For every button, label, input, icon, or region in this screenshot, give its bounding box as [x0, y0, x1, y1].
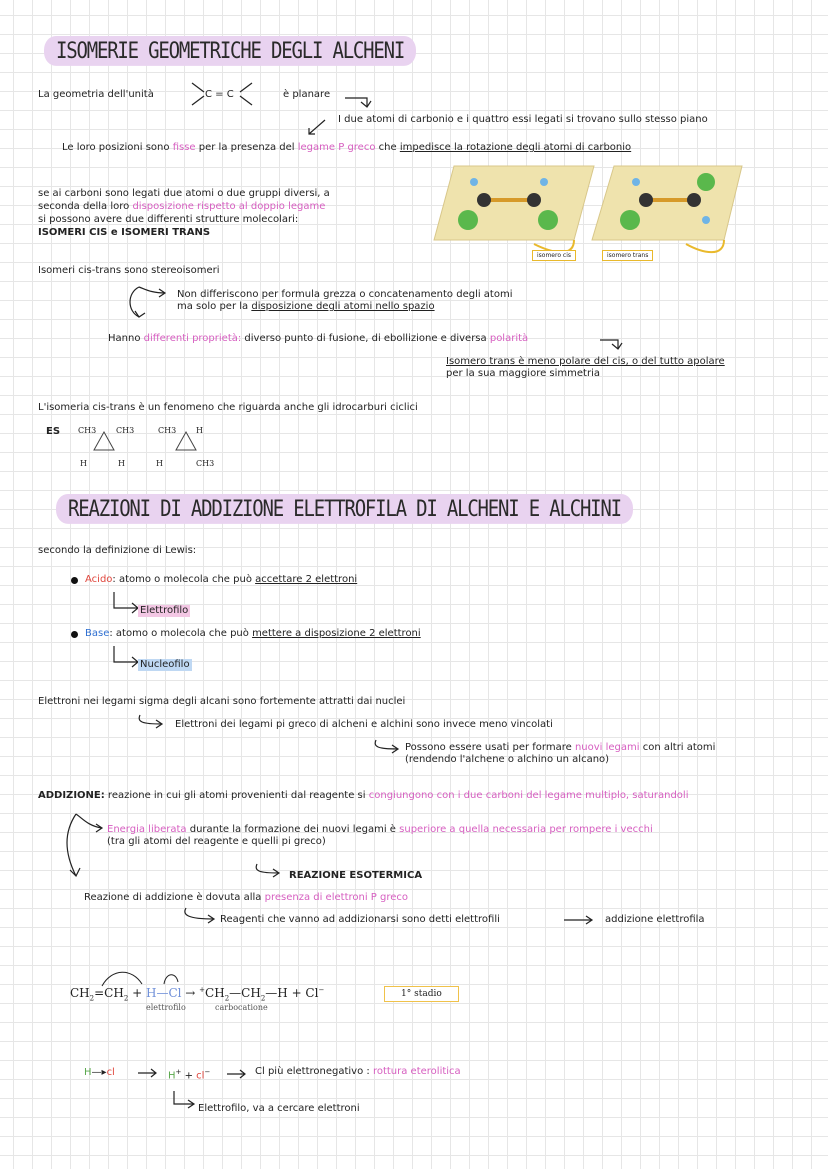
reaction-equation: $CH_2=CH_2$ + H—Cl → $^+CH_2—CH_2—H + Cl^-$ [70, 986, 325, 1003]
electrophile-seek-text: Elettrofilo, va a cercare elettroni [198, 1103, 360, 1114]
trans-label: isomero trans [602, 250, 653, 261]
used-arrow-icon [370, 739, 404, 755]
exothermic-label: REAZIONE ESOTERMICA [289, 870, 423, 881]
es-label: ES [46, 426, 61, 437]
pi-arrow-icon [134, 714, 168, 730]
planar-text: è planare [283, 89, 331, 100]
electroneg-arrow-icon [225, 1068, 251, 1080]
cyclic-text: L'isomeria cis-trans è un fenomeno che riguarda anche gli idrocarburi ciclici [38, 402, 418, 413]
energy-text: Energia liberata durante la formazione dei nuovi legami è superiore a quella necessaria per rompere i vecchi (tra gli atomi del reagente e quelli pi greco) [107, 824, 653, 847]
electrophile-label: Elettrofilo [140, 605, 189, 616]
reagents-text: Reagenti che vanno ad addizionarsi sono detti elettrofili [220, 914, 500, 925]
used-text: Possono essere usati per formare nuovi legami con altri atomi (rendendo l'alchene o alchino un alcano) [405, 742, 716, 765]
not-different-text: Non differiscono per formula grezza o concatenamento degli atomi ma solo per la disposizione degli atomi nello spazio [177, 289, 513, 312]
carbocatione-caption: carbocatione [215, 1003, 268, 1012]
planar-note: I due atomi di carbonio e i quattro essi legati si trovano sullo stesso piano [338, 114, 708, 125]
first-stage-box: 1° stadio [384, 986, 459, 1002]
ring1-h-b: H [118, 459, 125, 468]
polarity-arrow-icon [598, 336, 626, 352]
electrofilo-caption: elettrofilo [146, 1003, 186, 1012]
ring2-h-a: H [196, 426, 203, 435]
sigma-text: Elettroni nei legami sigma degli alcani sono fortemente attratti dai nuclei [38, 696, 406, 707]
cis-trans-molecules-figure [424, 162, 744, 267]
electrophilic-addition-label: addizione elettrofila [605, 914, 705, 925]
geometry-label: La geometria dell'unità [38, 89, 154, 100]
ring2-h-b: H [156, 459, 163, 468]
acid-definition: Acido: atomo o molecola che può accettare 2 elettroni [85, 574, 358, 585]
base-bullet [71, 631, 78, 638]
hcl-bond: H—▸cl [84, 1067, 115, 1078]
ring2-ch3-a: CH3 [158, 426, 177, 435]
properties-text: Hanno differenti proprietà: diverso punto di fusione, di ebollizione e diversa polarità [108, 333, 529, 344]
ring2-ch3-b: CH3 [196, 459, 215, 468]
due-to-text: Reazione di addizione è dovuta alla presenza di elettroni P greco [84, 892, 409, 903]
seek-arrow-icon [170, 1090, 200, 1110]
nucleophile-label: Nucleofilo [140, 659, 190, 670]
pi-text: Elettroni dei legami pi greco di alcheni e alchini sono invece meno vincolati [175, 719, 553, 730]
different-groups-text: se ai carboni sono legati due atomi o due gruppi diversi, a seconda della loro disposizione rispetto al doppio legame si possono avere due differenti strutture molecolari: ISOMERI CIS e ISOMERI TRANS [38, 188, 330, 238]
ions: H+ + cl− [168, 1068, 211, 1082]
fixed-arrow-icon [303, 118, 331, 138]
reagents-arrow-icon [180, 907, 220, 925]
stereoisomers-text: Isomeri cis-trans sono stereoisomeri [38, 265, 220, 276]
lewis-text: secondo la definizione di Lewis: [38, 545, 197, 556]
trans-polarity-text: Isomero trans è meno polare del cis, o del tutto apolare per la sua maggiore simmetria [446, 356, 725, 379]
fixed-positions-line: Le loro posizioni sono fisse per la presenza del legame P greco che impedisce la rotazione degli atomi di carbonio [62, 142, 632, 153]
reaction-curved-arrows [96, 966, 196, 986]
addition-arrows-icon [62, 812, 112, 882]
addition-definition: ADDIZIONE: reazione in cui gli atomi provenienti dal reagente si congiungono con i due carboni del legame multiplo, saturandoli [38, 790, 689, 801]
hcl-arrow-icon [136, 1067, 162, 1079]
section-title-addizione: REAZIONI DI ADDIZIONE ELETTROFILA DI ALCHENI E ALCHINI [56, 494, 633, 524]
ring1-h-a: H [80, 459, 87, 468]
section-title-isomerie: ISOMERIE GEOMETRICHE DEGLI ALCHENI [44, 36, 416, 66]
stereo-arrows-icon [125, 285, 175, 321]
exo-arrow-icon [251, 863, 285, 879]
electronegative-text: Cl più elettronegativo : rottura eterolitica [255, 1066, 461, 1077]
electrophilic-arrow-icon [562, 914, 598, 928]
ring1-ch3-b: CH3 [116, 426, 135, 435]
acid-bullet [71, 577, 78, 584]
planar-arrow-icon [343, 94, 373, 110]
ring1-ch3-a: CH3 [78, 426, 97, 435]
geometry-formula: C = C [205, 89, 234, 100]
cis-label: isomero cis [532, 250, 576, 261]
base-definition: Base: atomo o molecola che può mettere a disposizione 2 elettroni [85, 628, 421, 639]
